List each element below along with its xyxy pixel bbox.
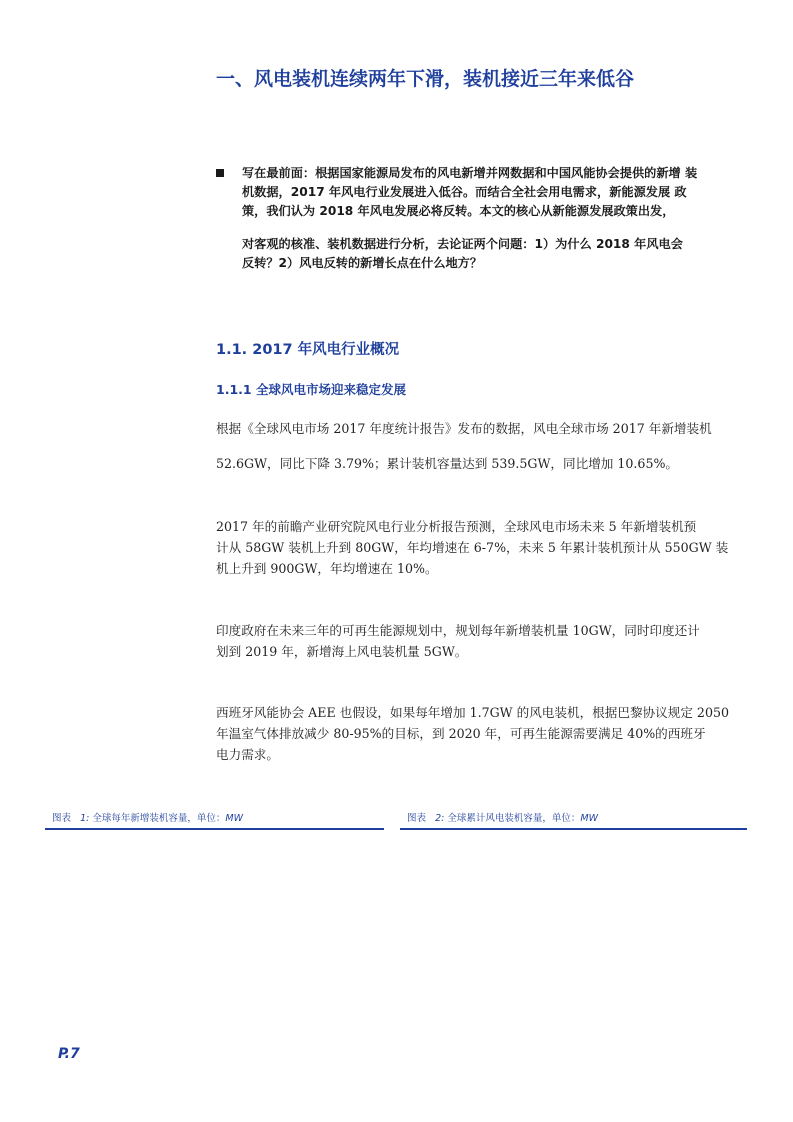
paragraph-global-market bbox=[216, 418, 751, 474]
paragraph-line: 根据《全球风电市场 2017 年度统计报告》发布的数据，风电全球市场 2017 年新增装机 bbox=[216, 421, 712, 436]
figure-number: 1: bbox=[80, 813, 90, 824]
figure-1-rule bbox=[45, 828, 384, 830]
paragraph-line: 电力需求。 bbox=[216, 747, 279, 762]
paragraph-forecast bbox=[216, 516, 751, 579]
figure-title: 全球累计风电装机容量，单位： bbox=[447, 813, 581, 824]
section-title: 一、风电装机连续两年下滑，装机接近三年来低谷 bbox=[216, 68, 635, 90]
figure-1-caption bbox=[52, 810, 243, 824]
paragraph-line: 2017 年的前瞻产业研究院风电行业分析报告预测，全球风电市场未来 5 年新增装机预 bbox=[216, 519, 697, 534]
paragraph-line: 52.6GW，同比下降 3.79%；累计装机容量达到 539.5GW，同比增加 10.65%。 bbox=[216, 456, 679, 471]
paragraph-india bbox=[216, 620, 751, 662]
square-bullet-icon bbox=[216, 169, 224, 177]
summary-line: 策，我们认为 2018 年风电发展必将反转。本文的核心从新能源发展政策出发， bbox=[242, 204, 675, 218]
figure-label: 图表 bbox=[52, 813, 72, 824]
paragraph-line: 印度政府在未来三年的可再生能源规划中，规划每年新增装机量 10GW，同时印度还计 bbox=[216, 623, 700, 638]
figure-label: 图表 bbox=[407, 813, 427, 824]
figure-number: 2: bbox=[435, 813, 445, 824]
paragraph-line: 划到 2019 年，新增海上风电装机量 5GW。 bbox=[216, 644, 468, 659]
paragraph-line: 年温室气体排放减少 80-95%的目标，到 2020 年，可再生能源需要满足 40%的西班牙 bbox=[216, 726, 706, 741]
paragraph-spain bbox=[216, 702, 751, 765]
summary-line: 反转？2）风电反转的新增长点在什么地方？ bbox=[242, 256, 483, 270]
figure-title: 全球每年新增装机容量，单位： bbox=[92, 813, 226, 824]
figure-unit: MW bbox=[225, 813, 243, 824]
subsubsection-heading: 1.1.1 全球风电市场迎来稳定发展 bbox=[216, 382, 406, 397]
summary-block bbox=[216, 164, 756, 273]
summary-line: 写在最前面：根据国家能源局发布的风电新增并网数据和中国风能协会提供的新增 装 bbox=[242, 166, 698, 180]
paragraph-line: 机上升到 900GW，年均增速在 10%。 bbox=[216, 561, 438, 576]
paragraph-line: 西班牙风能协会 AEE 也假设，如果每年增加 1.7GW 的风电装机，根据巴黎协议规定 2050 bbox=[216, 705, 729, 720]
summary-line: 机数据，2017 年风电行业发展进入低谷。而结合全社会用电需求，新能源发展 政 bbox=[242, 185, 687, 199]
paragraph-line: 计从 58GW 装机上升到 80GW，年均增速在 6-7%，未来 5 年累计装机预计从 550GW 装 bbox=[216, 540, 729, 555]
figure-2-rule bbox=[400, 828, 747, 830]
figure-unit: MW bbox=[580, 813, 598, 824]
summary-line: 对客观的核准、装机数据进行分析，去论证两个问题：1）为什么 2018 年风电会 bbox=[242, 237, 683, 251]
figure-2-caption bbox=[407, 810, 598, 824]
page-number: P.7 bbox=[58, 1046, 80, 1062]
subsection-heading: 1.1. 2017 年风电行业概况 bbox=[216, 342, 400, 358]
